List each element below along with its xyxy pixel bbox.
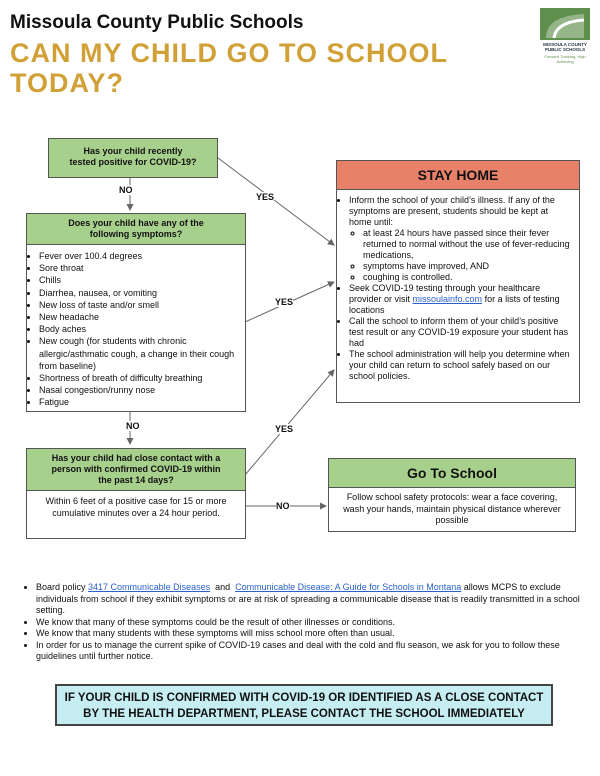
- close-contact-definition: Within 6 feet of a positive case for 15 or more cumulative minutes over a 24 hour period.: [45, 496, 227, 518]
- go-to-school-box: [328, 458, 576, 532]
- list-item: • Nasal congestion/runny nose: [39, 384, 241, 396]
- label-no: NO: [126, 421, 140, 431]
- list-item: • We know that many students with these symptoms will miss school more often than usual.: [36, 628, 588, 640]
- symptoms-box: [26, 213, 246, 412]
- list-item: • Sore throat: [39, 262, 241, 274]
- list-item: • Shortness of breath of difficulty breathing: [39, 372, 241, 384]
- go-to-school-title: Go To School: [329, 459, 575, 488]
- label-yes: YES: [256, 192, 275, 202]
- label-no: NO: [119, 185, 133, 195]
- policy-notes: [26, 582, 588, 663]
- list-item: • Fatigue: [39, 396, 241, 408]
- close-contact-box: [26, 448, 246, 539]
- list-item: • New headache: [39, 311, 241, 323]
- list-item: • Inform the school of your child’s illness. If any of the symptoms are present, students should be kept at home until: ◦ at least 24 hours have passed since their fever returned to normal without the use of fever-reducing medications, ◦ symptoms have improved, AND ◦ coughing is controlled.: [349, 195, 573, 283]
- list-item: • The school administration will help you determine when your child can return to school safely based on our school policies.: [349, 349, 573, 382]
- list-item: ◦ at least 24 hours have passed since their fever returned to normal without the use of fever-reducing medications,: [363, 228, 573, 261]
- policy-3417-link[interactable]: 3417 Communicable Diseases: [88, 582, 211, 592]
- list-item: ◦ coughing is controlled.: [363, 272, 573, 283]
- organization-name: Missoula County Public Schools: [10, 12, 304, 33]
- list-item: • New cough (for students with chronic allergic/asthmatic cough, a change in their cough from baseline): [39, 335, 241, 372]
- page-title: CAN MY CHILD GO TO SCHOOL TODAY?: [10, 38, 449, 98]
- list-item: • We know that many of these symptoms could be the result of other illnesses or conditions.: [36, 617, 588, 629]
- stay-home-box: [336, 160, 580, 403]
- list-item: • Fever over 100.4 degrees: [39, 250, 241, 262]
- label-yes: YES: [275, 424, 294, 434]
- stay-home-title: STAY HOME: [337, 161, 579, 190]
- arrow-q3-yes: [245, 370, 334, 475]
- list-item: • Chills: [39, 274, 241, 286]
- label-no: NO: [276, 501, 290, 511]
- list-item: • Board policy 3417 Communicable Diseases and Communicable Disease: A Guide for Schools in Montana allows MCPS to exclude individuals from school if they exhibit symptoms or are at risk of spreading a communicable disease that is readily transmitted in a school setting.: [36, 582, 588, 617]
- mcps-logo: MISSOULA COUNTY PUBLIC SCHOOLS Forward Thinking, High Achieving: [538, 8, 592, 78]
- symptom-list: [27, 250, 245, 409]
- stay-home-list: [337, 195, 579, 382]
- montana-guide-link[interactable]: Communicable Disease: A Guide for Schools in Montana: [235, 582, 462, 592]
- label-yes: YES: [275, 297, 294, 307]
- list-item: ◦ symptoms have improved, AND: [363, 261, 573, 272]
- contact-school-banner: IF YOUR CHILD IS CONFIRMED WITH COVID-19 OR IDENTIFIED AS A CLOSE CONTACT BY THE HEALTH DEPARTMENT, PLEASE CONTACT THE SCHOOL IMMEDIATELY: [55, 684, 553, 726]
- list-item: • New loss of taste and/or smell: [39, 299, 241, 311]
- question-close-contact: Has your child had close contact with a person with confirmed COVID-19 within the past 14 days?: [27, 449, 245, 491]
- question-symptoms: Does your child have any of the following symptoms?: [27, 214, 245, 245]
- list-item: • In order for us to manage the current spike of COVID-19 cases and deal with the cold and flu season, we ask for you to follow these guidelines until further notice.: [36, 640, 588, 663]
- missoulainfo-link[interactable]: missoulainfo.com: [412, 294, 483, 304]
- list-item: • Body aches: [39, 323, 241, 335]
- list-item: • Diarrhea, nausea, or vomiting: [39, 287, 241, 299]
- list-item: • Call the school to inform them of your child’s positive test result or any COVID-19 exposure your student has had: [349, 316, 573, 349]
- go-to-school-text: Follow school safety protocols: wear a face covering, wash your hands, maintain physical distance wherever possible: [343, 492, 561, 525]
- list-item: • Seek COVID-19 testing through your healthcare provider or visit missoulainfo.com for a lists of testing locations: [349, 283, 573, 316]
- question-tested-positive: Has your child recently tested positive for COVID-19?: [48, 138, 218, 178]
